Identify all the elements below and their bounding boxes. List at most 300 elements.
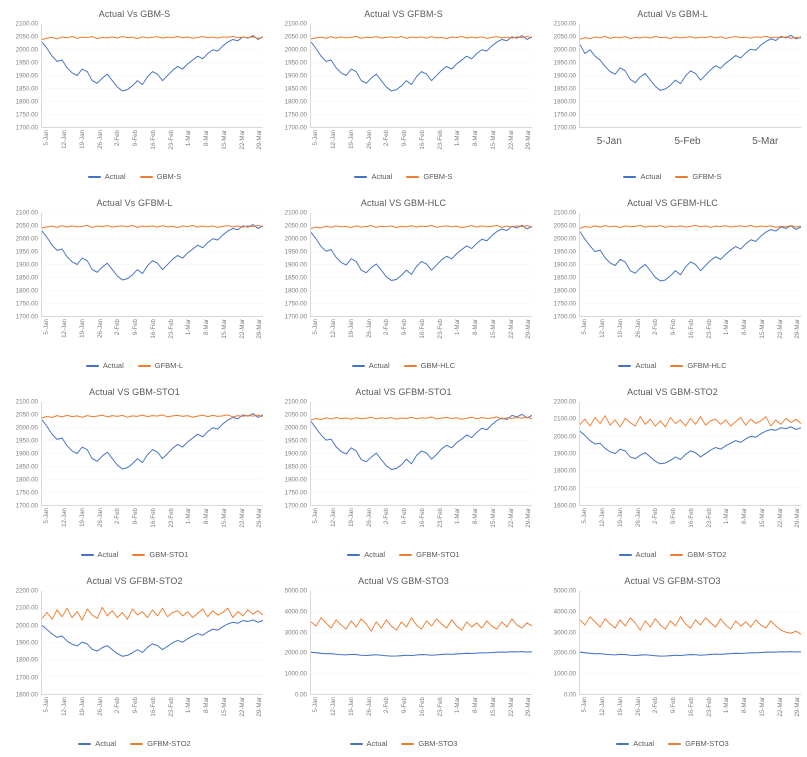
x-tick-label: 19-Jan: [616, 319, 624, 338]
y-tick-label: 5000.00: [284, 587, 307, 595]
x-tick-label: 22-Mar: [507, 319, 515, 339]
legend-item[interactable]: [86, 361, 124, 370]
x-tick-label: 8-Mar: [472, 319, 480, 336]
x-tick-label: 23-Feb: [167, 697, 175, 717]
chart-panel: [0, 567, 269, 756]
x-axis-labels: [41, 128, 263, 172]
y-tick-label: 0.00: [563, 691, 576, 699]
x-tick-label: 22-Mar: [238, 130, 246, 150]
y-tick-label: 1950.00: [553, 59, 576, 67]
legend-label: GBM-S: [156, 172, 182, 181]
x-tick-label: 26-Jan: [365, 508, 373, 527]
y-tick-label: 1900.00: [284, 261, 307, 269]
y-tick-label: 1900.00: [284, 450, 307, 458]
chart-title: Actual VS GFBM-S: [364, 9, 443, 19]
x-tick-label: 19-Jan: [78, 508, 86, 527]
x-tick-label: 16-Feb: [149, 697, 157, 717]
x-tick-label: 5-Feb: [674, 136, 701, 147]
legend-label: GFBM-S: [692, 172, 722, 181]
x-tick-label: 12-Jan: [60, 697, 68, 716]
y-tick-label: 1750.00: [284, 111, 307, 119]
y-tick-label: 1800.00: [553, 287, 576, 295]
y-tick-label: 1750.00: [553, 300, 576, 308]
x-tick-label: 5-Jan: [581, 319, 589, 335]
x-tick-label: 29-Mar: [525, 508, 533, 528]
chart-title: Actual VS GFBM-STO2: [86, 576, 183, 586]
legend-item[interactable]: [670, 550, 726, 559]
x-tick-label: 8-Mar: [741, 508, 749, 525]
y-tick-label: 1850.00: [15, 274, 38, 282]
legend-swatch-icon: [81, 554, 94, 556]
legend-label: Actual: [366, 739, 388, 748]
legend-swatch-icon: [78, 743, 91, 745]
y-tick-label: 2050.00: [553, 222, 576, 230]
x-tick-label: 1-Mar: [454, 319, 462, 336]
y-tick-label: 4000.00: [284, 608, 307, 616]
legend-item[interactable]: [616, 739, 654, 748]
legend-item[interactable]: [352, 361, 390, 370]
x-tick-label: 9-Feb: [670, 319, 678, 336]
plot-area: [273, 587, 532, 699]
y-tick-label: 1800.00: [284, 287, 307, 295]
x-tick-label: 12-Jan: [598, 697, 606, 716]
legend-swatch-icon: [670, 554, 683, 556]
y-tick-label: 2050.00: [284, 33, 307, 41]
x-tick-label: 5-Jan: [312, 130, 320, 146]
legend-swatch-icon: [623, 176, 636, 178]
x-axis-labels: [579, 695, 801, 739]
y-tick-label: 1750.00: [15, 489, 38, 497]
plot-area: [4, 398, 263, 510]
legend-label: GBM-HLC: [420, 361, 456, 370]
legend-label: Actual: [364, 550, 386, 559]
chart-panel: [269, 189, 538, 378]
x-tick-label: 2-Feb: [383, 319, 391, 336]
x-tick-label: 1-Mar: [454, 508, 462, 525]
x-tick-label: 15-Mar: [758, 319, 766, 339]
x-tick-label: 23-Feb: [705, 508, 713, 528]
y-tick-label: 1000.00: [553, 670, 576, 678]
y-axis-labels: [4, 587, 40, 699]
x-tick-label: 15-Mar: [489, 130, 497, 150]
x-tick-label: 12-Jan: [329, 130, 337, 149]
legend-label: GBM-STO1: [149, 550, 189, 559]
plot-area: [542, 398, 801, 510]
y-tick-label: 2050.00: [15, 222, 38, 230]
y-tick-label: 2100.00: [553, 209, 576, 217]
legend-label: Actual: [104, 172, 126, 181]
x-tick-label: 16-Feb: [687, 697, 695, 717]
y-tick-label: 1900.00: [15, 261, 38, 269]
x-tick-label: 29-Mar: [256, 319, 264, 339]
y-tick-label: 1850.00: [15, 85, 38, 93]
chart-title: Actual VS GBM-HLC: [360, 198, 447, 208]
y-tick-label: 1750.00: [15, 111, 38, 119]
legend-item[interactable]: [88, 172, 126, 181]
chart-legend: [0, 739, 269, 748]
legend-label: GFBM-L: [154, 361, 184, 370]
y-axis-labels: [273, 398, 309, 510]
x-tick-label: 1-Mar: [723, 508, 731, 525]
legend-swatch-icon: [404, 365, 417, 367]
y-tick-label: 1750.00: [284, 489, 307, 497]
x-tick-label: 12-Jan: [598, 319, 606, 338]
plot-canvas: [579, 213, 801, 317]
plot-canvas: [41, 213, 263, 317]
x-tick-label: 26-Jan: [365, 319, 373, 338]
y-tick-label: 1700.00: [553, 124, 576, 132]
chart-legend: [538, 739, 807, 748]
y-tick-label: 1600.00: [15, 691, 38, 699]
y-tick-label: 2000.00: [15, 424, 38, 432]
legend-item[interactable]: [350, 739, 388, 748]
y-tick-label: 1800.00: [15, 98, 38, 106]
x-tick-label: 9-Feb: [401, 130, 409, 147]
x-tick-label: 19-Jan: [347, 697, 355, 716]
x-tick-label: 9-Feb: [401, 697, 409, 714]
x-tick-label: 8-Mar: [203, 697, 211, 714]
x-tick-label: 29-Mar: [525, 130, 533, 150]
legend-item[interactable]: [404, 361, 456, 370]
legend-item[interactable]: [670, 361, 726, 370]
x-tick-label: 8-Mar: [472, 697, 480, 714]
y-tick-label: 1850.00: [553, 274, 576, 282]
legend-label: Actual: [371, 172, 393, 181]
x-tick-label: 8-Mar: [203, 319, 211, 336]
y-tick-label: 2100.00: [553, 415, 576, 423]
x-tick-label: 26-Jan: [96, 130, 104, 149]
y-axis-labels: [542, 20, 578, 132]
x-tick-label: 9-Feb: [670, 697, 678, 714]
x-tick-label: 8-Mar: [741, 697, 749, 714]
x-tick-label: 16-Feb: [418, 130, 426, 150]
x-tick-label: 15-Mar: [220, 508, 228, 528]
y-tick-label: 2050.00: [553, 33, 576, 41]
chart-panel: [0, 0, 269, 189]
y-tick-label: 2050.00: [15, 411, 38, 419]
x-tick-label: 5-Jan: [596, 136, 622, 147]
x-tick-label: 5-Jan: [312, 508, 320, 524]
x-tick-label: 19-Jan: [616, 697, 624, 716]
legend-label: GFBM-STO1: [416, 550, 460, 559]
x-tick-label: 9-Feb: [132, 508, 140, 525]
y-tick-label: 2000.00: [15, 622, 38, 630]
plot-area: [542, 587, 801, 699]
x-tick-label: 26-Jan: [365, 130, 373, 149]
legend-swatch-icon: [670, 365, 683, 367]
y-tick-label: 1950.00: [284, 248, 307, 256]
y-tick-label: 2050.00: [15, 33, 38, 41]
x-tick-label: 16-Feb: [418, 319, 426, 339]
legend-swatch-icon: [132, 554, 145, 556]
x-tick-label: 12-Jan: [329, 697, 337, 716]
chart-title: Actual Vs GFBM-L: [96, 198, 173, 208]
legend-item[interactable]: [81, 550, 119, 559]
legend-item[interactable]: [354, 172, 392, 181]
x-tick-label: 5-Jan: [581, 697, 589, 713]
legend-label: Actual: [640, 172, 662, 181]
legend-label: GFBM-STO3: [685, 739, 729, 748]
legend-swatch-icon: [399, 554, 412, 556]
chart-title: Actual Vs GBM-S: [98, 9, 171, 19]
x-tick-label: 1-Mar: [723, 319, 731, 336]
y-tick-label: 1700.00: [284, 124, 307, 132]
x-tick-label: 8-Mar: [741, 319, 749, 336]
legend-swatch-icon: [138, 365, 151, 367]
x-tick-label: 26-Jan: [96, 508, 104, 527]
y-tick-label: 1750.00: [284, 300, 307, 308]
y-tick-label: 1850.00: [284, 274, 307, 282]
legend-swatch-icon: [354, 176, 367, 178]
x-tick-label: 5-Jan: [43, 508, 51, 524]
y-tick-label: 1700.00: [15, 313, 38, 321]
legend-swatch-icon: [347, 554, 360, 556]
x-tick-label: 29-Mar: [525, 319, 533, 339]
legend-item[interactable]: [406, 172, 452, 181]
x-tick-label: 5-Jan: [43, 319, 51, 335]
x-tick-label: 2-Feb: [383, 508, 391, 525]
y-tick-label: 1950.00: [284, 59, 307, 67]
legend-item[interactable]: [618, 361, 656, 370]
x-tick-label: 26-Jan: [634, 508, 642, 527]
x-tick-label: 8-Mar: [472, 130, 480, 147]
x-tick-label: 5-Jan: [43, 130, 51, 146]
x-tick-label: 23-Feb: [167, 508, 175, 528]
legend-item[interactable]: [668, 739, 729, 748]
chart-legend: [269, 739, 538, 748]
chart-legend: [538, 361, 807, 370]
plot-canvas: [41, 402, 263, 506]
chart-legend: [0, 550, 269, 559]
x-tick-label: 2-Feb: [652, 697, 660, 714]
legend-label: Actual: [635, 550, 657, 559]
y-tick-label: 1900.00: [15, 450, 38, 458]
x-tick-label: 12-Jan: [60, 508, 68, 527]
y-tick-label: 1950.00: [15, 437, 38, 445]
x-tick-label: 2-Feb: [114, 319, 122, 336]
x-tick-label: 5-Jan: [312, 697, 320, 713]
y-tick-label: 1950.00: [284, 437, 307, 445]
x-tick-label: 1-Mar: [454, 130, 462, 147]
legend-item[interactable]: [347, 550, 385, 559]
chart-legend: [269, 172, 538, 181]
x-tick-label: 8-Mar: [203, 130, 211, 147]
legend-item[interactable]: [675, 172, 721, 181]
x-tick-label: 19-Jan: [347, 508, 355, 527]
x-tick-label: 22-Mar: [776, 508, 784, 528]
y-tick-label: 2000.00: [553, 235, 576, 243]
legend-swatch-icon: [668, 743, 681, 745]
x-axis-labels: [579, 317, 801, 361]
y-tick-label: 1900.00: [553, 261, 576, 269]
x-tick-label: 26-Jan: [96, 697, 104, 716]
chart-panel: [538, 189, 807, 378]
x-tick-label: 2-Feb: [114, 130, 122, 147]
x-tick-label: 9-Feb: [670, 508, 678, 525]
x-tick-label: 2-Feb: [383, 130, 391, 147]
x-tick-label: 16-Feb: [149, 319, 157, 339]
x-tick-label: 26-Jan: [634, 697, 642, 716]
plot-area: [273, 209, 532, 321]
y-tick-label: 1850.00: [553, 85, 576, 93]
y-tick-label: 2050.00: [284, 411, 307, 419]
x-tick-label: 9-Feb: [132, 130, 140, 147]
y-tick-label: 2100.00: [284, 20, 307, 28]
legend-label: GBM-STO2: [687, 550, 727, 559]
y-tick-label: 2000.00: [553, 433, 576, 441]
y-tick-label: 2200.00: [15, 587, 38, 595]
chart-panel: [538, 567, 807, 756]
x-tick-label: 29-Mar: [256, 697, 264, 717]
x-tick-label: 1-Mar: [185, 319, 193, 336]
y-tick-label: 1000.00: [284, 670, 307, 678]
y-tick-label: 1700.00: [284, 313, 307, 321]
x-tick-label: 23-Feb: [705, 319, 713, 339]
plot-canvas: [310, 402, 532, 506]
y-tick-label: 1900.00: [553, 450, 576, 458]
y-axis-labels: [273, 209, 309, 321]
y-tick-label: 1900.00: [553, 72, 576, 80]
x-tick-label: 29-Mar: [794, 508, 802, 528]
legend-label: Actual: [97, 550, 119, 559]
y-tick-label: 1700.00: [15, 674, 38, 682]
legend-item[interactable]: [623, 172, 661, 181]
legend-label: GFBM-S: [423, 172, 453, 181]
x-axis-labels: [310, 506, 532, 550]
x-tick-label: 2-Feb: [652, 508, 660, 525]
x-tick-label: 23-Feb: [436, 130, 444, 150]
legend-swatch-icon: [616, 743, 629, 745]
y-axis-labels: [4, 20, 40, 132]
x-tick-label: 15-Mar: [220, 130, 228, 150]
x-tick-label: 19-Jan: [78, 130, 86, 149]
y-axis-labels: [542, 209, 578, 321]
y-tick-label: 2000.00: [284, 46, 307, 54]
legend-label: GFBM-STO2: [147, 739, 191, 748]
x-tick-label: 29-Mar: [256, 508, 264, 528]
x-tick-label: 16-Feb: [418, 697, 426, 717]
legend-label: GBM-STO3: [418, 739, 458, 748]
y-tick-label: 1950.00: [553, 248, 576, 256]
legend-item[interactable]: [130, 739, 191, 748]
x-tick-label: 23-Feb: [167, 130, 175, 150]
legend-item[interactable]: [132, 550, 188, 559]
y-axis-labels: [273, 587, 309, 699]
y-tick-label: 2000.00: [284, 235, 307, 243]
x-tick-label: 5-Jan: [312, 319, 320, 335]
chart-panel: [0, 378, 269, 567]
legend-swatch-icon: [406, 176, 419, 178]
plot-area: [273, 398, 532, 510]
y-tick-label: 5000.00: [553, 587, 576, 595]
x-tick-label: 22-Mar: [776, 697, 784, 717]
x-tick-label: 26-Jan: [365, 697, 373, 716]
legend-swatch-icon: [619, 554, 632, 556]
x-tick-label: 29-Mar: [794, 319, 802, 339]
y-tick-label: 1800.00: [15, 476, 38, 484]
chart-legend: [538, 172, 807, 181]
plot-canvas: [41, 591, 263, 695]
x-tick-label: 2-Feb: [114, 508, 122, 525]
plot-canvas: [41, 24, 263, 128]
x-axis-labels: [579, 128, 801, 172]
x-tick-label: 15-Mar: [489, 508, 497, 528]
legend-item[interactable]: [399, 550, 460, 559]
x-axis-labels: [41, 695, 263, 739]
x-tick-label: 19-Jan: [78, 697, 86, 716]
x-tick-label: 12-Jan: [329, 319, 337, 338]
y-tick-label: 3000.00: [553, 629, 576, 637]
x-tick-label: 1-Mar: [185, 508, 193, 525]
y-tick-label: 1700.00: [15, 124, 38, 132]
legend-item[interactable]: [138, 361, 183, 370]
legend-item[interactable]: [140, 172, 182, 181]
chart-panel: [269, 567, 538, 756]
chart-title: Actual VS GBM-STO3: [358, 576, 449, 586]
x-tick-label: 2-Feb: [652, 319, 660, 336]
x-tick-label: 1-Mar: [185, 697, 193, 714]
plot-area: [4, 209, 263, 321]
x-tick-label: 15-Mar: [758, 508, 766, 528]
x-tick-label: 15-Mar: [489, 319, 497, 339]
plot-canvas: [310, 591, 532, 695]
x-tick-label: 1-Mar: [454, 697, 462, 714]
y-tick-label: 1700.00: [15, 502, 38, 510]
x-tick-label: 15-Mar: [489, 697, 497, 717]
y-tick-label: 1850.00: [15, 463, 38, 471]
legend-swatch-icon: [401, 743, 414, 745]
y-tick-label: 1700.00: [553, 485, 576, 493]
plot-area: [542, 209, 801, 321]
x-tick-label: 19-Jan: [616, 508, 624, 527]
y-axis-labels: [4, 209, 40, 321]
legend-item[interactable]: [78, 739, 116, 748]
x-tick-label: 15-Mar: [220, 697, 228, 717]
legend-item[interactable]: [401, 739, 457, 748]
x-axis-labels: [579, 506, 801, 550]
y-tick-label: 1800.00: [553, 98, 576, 106]
legend-item[interactable]: [619, 550, 657, 559]
x-tick-label: 15-Mar: [758, 697, 766, 717]
x-tick-label: 5-Mar: [752, 136, 779, 147]
x-tick-label: 12-Jan: [60, 130, 68, 149]
y-tick-label: 2000.00: [15, 46, 38, 54]
x-tick-label: 23-Feb: [436, 697, 444, 717]
x-tick-label: 8-Mar: [472, 508, 480, 525]
y-tick-label: 1800.00: [553, 467, 576, 475]
y-axis-labels: [542, 587, 578, 699]
legend-swatch-icon: [350, 743, 363, 745]
chart-legend: [0, 172, 269, 181]
x-axis-labels: [41, 506, 263, 550]
x-tick-label: 29-Mar: [525, 697, 533, 717]
legend-label: GFBM-HLC: [687, 361, 727, 370]
x-tick-label: 1-Mar: [185, 130, 193, 147]
x-tick-label: 12-Jan: [60, 319, 68, 338]
x-tick-label: 19-Jan: [347, 130, 355, 149]
x-tick-label: 5-Jan: [581, 508, 589, 524]
legend-label: Actual: [95, 739, 117, 748]
y-tick-label: 0.00: [294, 691, 307, 699]
chart-legend: [269, 361, 538, 370]
y-tick-label: 2000.00: [553, 46, 576, 54]
chart-panel: [0, 189, 269, 378]
y-tick-label: 3000.00: [284, 629, 307, 637]
y-tick-label: 2000.00: [284, 424, 307, 432]
legend-swatch-icon: [86, 365, 99, 367]
y-tick-label: 1900.00: [15, 72, 38, 80]
plot-area: [4, 20, 263, 132]
